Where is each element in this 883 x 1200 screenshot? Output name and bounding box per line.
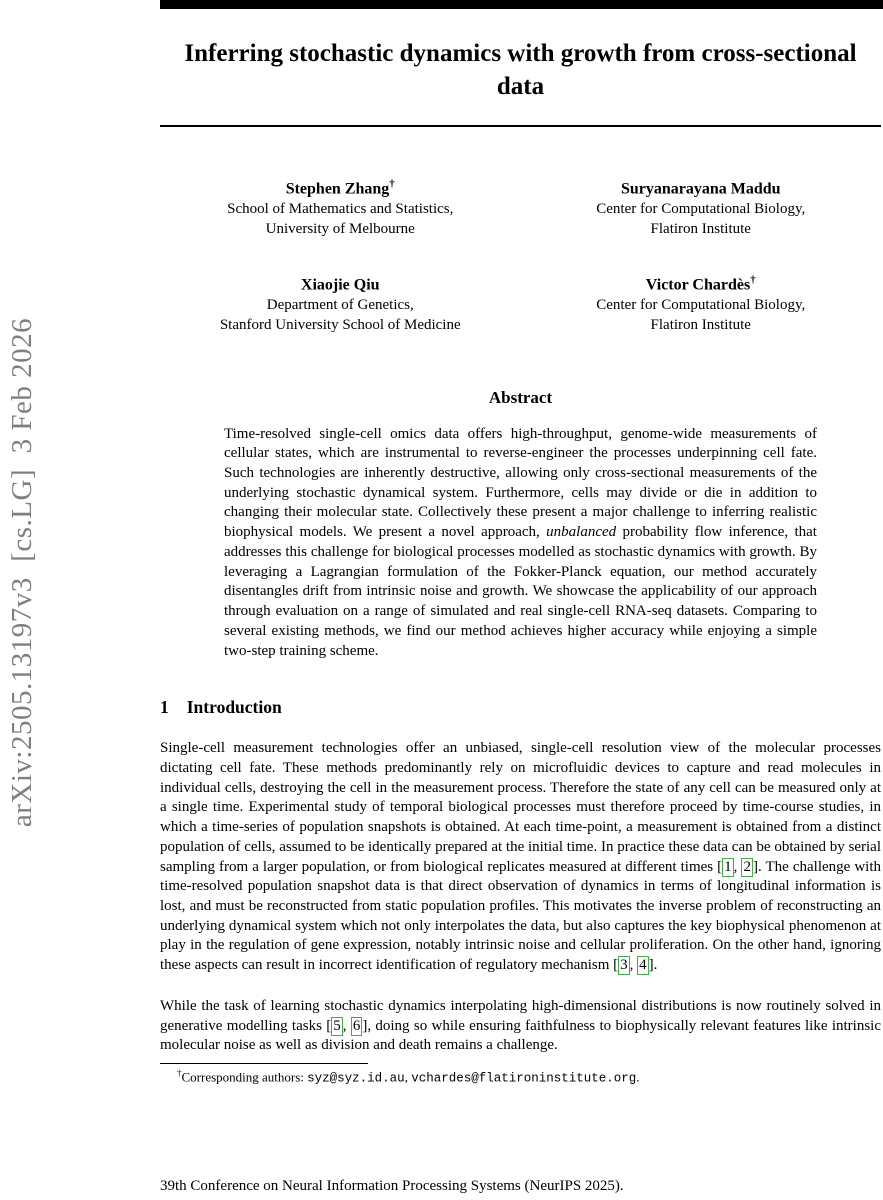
author-dagger: †	[389, 178, 395, 190]
author-name	[521, 177, 882, 200]
footnote-label: Corresponding authors:	[181, 1069, 308, 1085]
citation-link-5[interactable]: 5	[333, 1017, 341, 1034]
author-affiliation-line: Flatiron Institute	[650, 316, 751, 333]
citation-link-6[interactable]: 6	[352, 1017, 361, 1034]
abstract-text-post: probability flow inference, that addresses this challenge for biological processes modelled as stochastic dynamics with growth. By leveraging a Lagrangian formulation of the Fokker-Planck equation, our method accurately disentangles drift from intrinsic noise and growth. We showcase the applicability of our approach through evaluation on a range of simulated and real single-cell RNA-seq datasets. Comparing to several existing methods, we find our method achieves higher accuracy while enjoying a simple two-step training scheme.	[224, 524, 817, 659]
arxiv-watermark-text: arXiv:2505.13197v3 [cs.LG] 3 Feb 2026	[6, 317, 39, 827]
author-3	[160, 273, 521, 336]
author-name-text: Stephen Zhang	[285, 180, 390, 198]
footnote-end: .	[636, 1069, 640, 1085]
arxiv-watermark	[0, 262, 46, 882]
intro-paragraph-2	[160, 997, 881, 1056]
paper-content	[160, 9, 881, 1087]
author-affiliation-line: Center for Computational Biology,	[596, 200, 806, 217]
author-name-text: Suryanarayana Maddu	[620, 180, 781, 198]
abstract-text-italic: unbalanced	[546, 524, 617, 541]
author-block	[160, 177, 881, 336]
paragraph-text: ,	[629, 957, 638, 974]
citation-link-2[interactable]: 2	[743, 858, 751, 875]
author-name	[521, 273, 882, 296]
author-affiliation-line: Flatiron Institute	[650, 220, 751, 237]
author-affiliation-line: School of Mathematics and Statistics,	[227, 200, 454, 217]
email-link-2[interactable]: vchardes@flatironinstitute.org	[411, 1071, 637, 1086]
paragraph-text: ], doing so while ensuring faithfulness to biophysically relevant features like intrinsic molecular noise as well as division and death remains a challenge.	[160, 1017, 881, 1054]
paper-title: Inferring stochastic dynamics with growth from cross-sectional data	[184, 40, 857, 100]
paragraph-text: ]. The challenge with time-resolved population snapshot data is that direct observation of dynamics in terms of longitudinal information is lost, and must be reconstructed from static population profiles. This motivates the inverse problem of reconstructing an underlying dynamical system which not only interpolates the data, but also captures the key biophysical phenomenon at play in the regulation of gene expression, notably intrinsic noise and cellular proliferation. On the other hand, ignoring these aspects can result in incorrect identification of regulatory mechanism [	[160, 858, 882, 974]
intro-paragraph-1	[160, 739, 881, 976]
email-link-1[interactable]: syz@syz.id.au	[307, 1071, 405, 1086]
author-name	[160, 273, 521, 296]
title-rule	[160, 125, 881, 127]
footnote-text	[160, 1068, 881, 1087]
paragraph-text: ,	[342, 1017, 351, 1034]
citation-link-1[interactable]: 1	[724, 858, 732, 875]
author-affiliation-line: Department of Genetics,	[266, 296, 414, 313]
section-title: Introduction	[186, 697, 282, 718]
footnote-block	[160, 1063, 881, 1087]
author-affiliation-line: University of Melbourne	[265, 220, 415, 237]
author-name-text: Victor Chardès	[645, 276, 751, 294]
paragraph-text: ,	[733, 858, 742, 875]
author-affiliation-line: Stanford University School of Medicine	[219, 316, 461, 333]
citation-link-3[interactable]: 3	[620, 957, 628, 974]
footnote-rule	[160, 1063, 368, 1064]
footnote-separator: ,	[404, 1069, 412, 1085]
abstract-section	[160, 388, 881, 662]
abstract-heading: Abstract	[488, 387, 553, 407]
section-heading-introduction	[160, 697, 881, 718]
abstract-text-pre: Time-resolved single-cell omics data offers high-throughput, genome-wide measurements of cellular states, which are instrumental to reverse-engineer the processes underpinning cell fate. Such technologies are inherently destructive, allowing only cross-sectional measurements of the underlying stochastic dynamical system. Furthermore, cells may divide or die in addition to changing their molecular state. Collectively these present a major challenge to inferring realistic biophysical models. We present a novel approach,	[224, 425, 817, 541]
author-1	[160, 177, 521, 240]
paragraph-text: ].	[648, 957, 658, 974]
paragraph-text: While the task of learning stochastic dynamics interpolating high-dimensional distributions is now routinely solved in generative modelling tasks [	[160, 997, 881, 1034]
author-2	[521, 177, 882, 240]
author-affiliation-line: Center for Computational Biology,	[596, 296, 806, 313]
author-4	[521, 273, 882, 336]
footnote-marker: †	[177, 1068, 182, 1078]
top-black-bar	[160, 0, 883, 9]
citation-link-4[interactable]: 4	[639, 957, 647, 974]
paragraph-text: Single-cell measurement technologies offer an unbiased, single-cell resolution view of the molecular processes dictating cell fate. These methods predominantly rely on microfluidic devices to capture and read molecules in individual cells, destroying the cell in the measurement process. Therefore the state of any cell can be measured only at a single time. Experimental study of temporal biological processes must therefore proceed by time-course studies, in which a time-series of population snapshots is obtained. At each time-point, a measurement is obtained from a distinct population of cells, assumed to be identically prepared at the initial time. In practice these data can be obtained by serial sampling from a larger population, or from biological replicates measured at different times [	[160, 740, 881, 875]
author-name	[160, 177, 521, 200]
author-name-text: Xiaojie Qiu	[300, 276, 380, 294]
conference-footer: 39th Conference on Neural Information Processing Systems (NeurIPS 2025).	[160, 1178, 624, 1194]
abstract-text	[224, 425, 817, 662]
author-dagger: †	[750, 273, 756, 286]
section-number: 1	[160, 697, 169, 718]
